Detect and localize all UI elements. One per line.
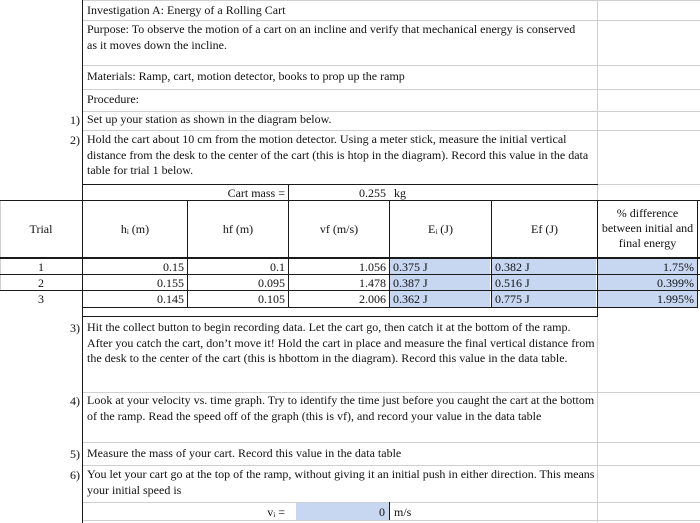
cell-diff[interactable]: 1.995% xyxy=(657,292,694,306)
step-number: 6) xyxy=(70,468,80,482)
cell-diff[interactable]: 0.399% xyxy=(657,276,694,290)
step-text: Measure the mass of your cart. Record this value in the data table xyxy=(87,446,402,460)
step-text: Look at your velocity vs. time graph. Try to identify the time just before you caught the cart at the bottom of the ramp. Read the speed off of the graph (this is vf), and record your value in the data table xyxy=(87,393,595,423)
table-row-trial: 2 xyxy=(38,276,44,290)
cart-mass-value[interactable]: 0.255 xyxy=(359,186,386,200)
cell-vf[interactable]: 1.056 xyxy=(359,260,386,274)
step-number: 1) xyxy=(70,113,80,127)
header-diff: % difference between initial and final energy xyxy=(601,206,694,250)
cell-hi[interactable]: 0.155 xyxy=(157,276,184,290)
step-number: 2) xyxy=(70,133,80,147)
step-number: 3) xyxy=(70,321,80,335)
cell-ei[interactable]: 0.362 J xyxy=(393,292,428,306)
initial-speed-label: vᵢ = xyxy=(267,505,285,519)
purpose-text: Purpose: To observe the motion of a cart on an incline and verify that mechanical energy is conserved as it moves down the incline. xyxy=(87,22,576,52)
cart-mass-label: Cart mass = xyxy=(227,186,285,200)
materials-text: Materials: Ramp, cart, motion detector, books to prop up the ramp xyxy=(87,69,405,83)
step-text: Hold the cart about 10 cm from the motion detector. Using a meter stick, measure the initial vertical distance from the desk to the center of the cart (this is htop in the diagram). Record this value in the data table for trial 1 below. xyxy=(87,132,589,177)
cell-diff[interactable]: 1.75% xyxy=(663,260,694,274)
cell-hi[interactable]: 0.145 xyxy=(157,292,184,306)
cell-hf[interactable]: 0.105 xyxy=(258,292,285,306)
cell-vf[interactable]: 1.478 xyxy=(359,276,386,290)
step-text: Hit the collect button to begin recording data. Let the cart go, then catch it at the bottom of the ramp. After you catch the cart, don’t move it! Hold the cart in place and measure the final vertical distance from the desk to the center of the cart (this is hbottom in the diagram). Record this value in the data table. xyxy=(87,320,595,365)
header-hi: hᵢ (m) xyxy=(120,222,150,236)
initial-speed-unit: m/s xyxy=(394,505,412,519)
header-hf: hf (m) xyxy=(222,222,254,236)
cell-vf[interactable]: 2.006 xyxy=(359,292,386,306)
table-row-trial: 1 xyxy=(38,260,44,274)
page-title: Investigation A: Energy of a Rolling Cart xyxy=(87,3,286,17)
header-trial: Trial xyxy=(29,222,53,236)
step-text: You let your cart go at the top of the ramp, without giving it an initial push in either direction. This means your initial speed is xyxy=(87,467,595,497)
cell-ef[interactable]: 0.775 J xyxy=(495,292,530,306)
cell-hi[interactable]: 0.15 xyxy=(163,260,184,274)
table-row-trial: 3 xyxy=(38,292,44,306)
procedure-label: Procedure: xyxy=(87,92,139,106)
header-vf: vf (m/s) xyxy=(319,222,359,236)
cell-hf[interactable]: 0.1 xyxy=(270,260,285,274)
header-ei: Eᵢ (J) xyxy=(428,222,453,236)
cell-ei[interactable]: 0.387 J xyxy=(393,276,428,290)
cart-mass-unit: kg xyxy=(394,186,406,200)
step-number: 5) xyxy=(70,447,80,461)
cell-ef[interactable]: 0.382 J xyxy=(495,260,530,274)
step-number: 4) xyxy=(70,394,80,408)
cell-hf[interactable]: 0.095 xyxy=(258,276,285,290)
step-text: Set up your station as shown in the diagram below. xyxy=(87,112,332,126)
cell-ef[interactable]: 0.516 J xyxy=(495,276,530,290)
initial-speed-value[interactable]: 0 xyxy=(379,505,385,519)
cell-ei[interactable]: 0.375 J xyxy=(393,260,428,274)
header-ef: Ef (J) xyxy=(531,222,558,236)
